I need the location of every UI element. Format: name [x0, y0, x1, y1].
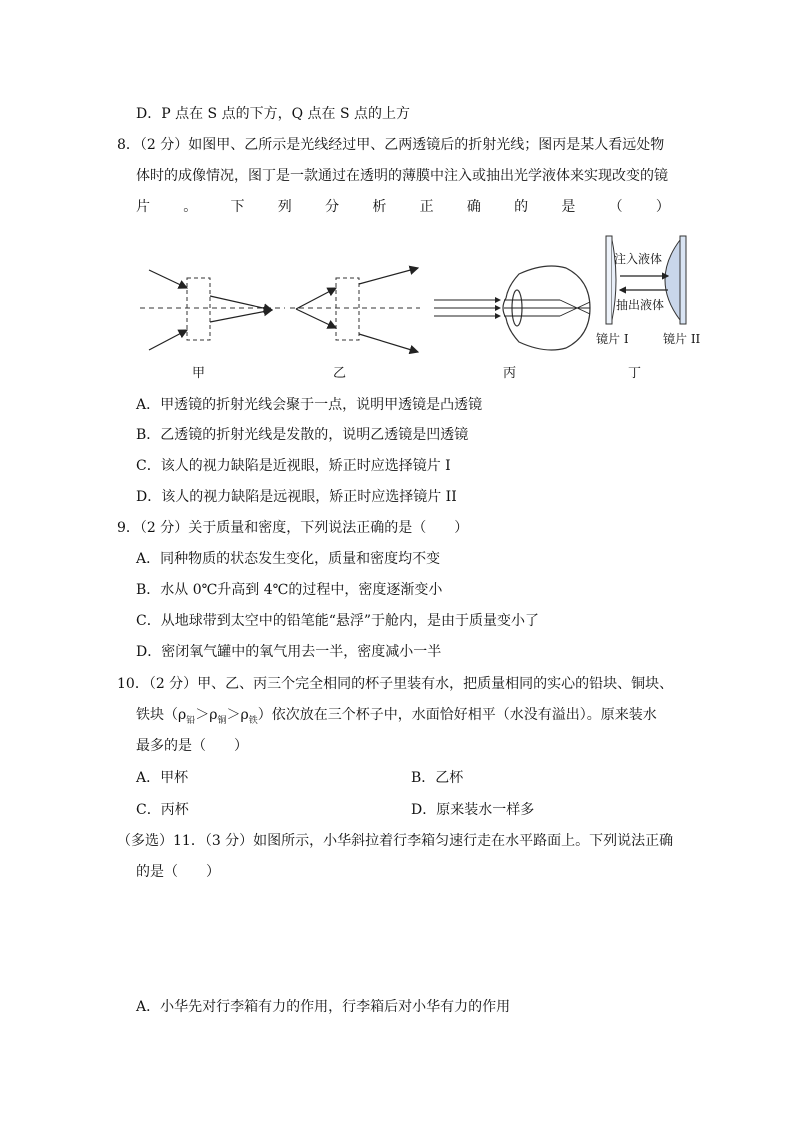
- figure-label-yi: 乙: [333, 366, 347, 381]
- q8-token: 列: [277, 199, 292, 215]
- incident-ray: [149, 330, 187, 350]
- q10-text: ）依次放在三个杯子中，水面恰好相平（水没有溢出）。原来装水: [257, 707, 657, 723]
- q11-stem-line2: 的是（ ）: [136, 864, 220, 880]
- q9-option-b: B．水从 0℃升高到 4℃的过程中，密度逐渐变小: [136, 582, 443, 598]
- q8-token: 片: [136, 199, 150, 215]
- q8-option-d: D．该人的视力缺陷是远视眼，矫正时应选择镜片 II: [136, 489, 457, 505]
- q9-option-a: A．同种物质的状态发生变化，质量和密度均不变: [136, 551, 441, 567]
- subscript-copper: 铜: [217, 715, 227, 726]
- q10-text: 铁块（ρ: [136, 707, 187, 723]
- figure-bing-eye: [434, 266, 590, 350]
- q8-option-a: A．甲透镜的折射光线会聚于一点，说明甲透镜是凸透镜: [136, 397, 483, 413]
- q9-option-c: C．从地球带到太空中的铅笔能“悬浮”于舱内，是由于质量变小了: [136, 613, 540, 629]
- q9-stem: 9．（2 分）关于质量和密度，下列说法正确的是（ ）: [117, 520, 469, 536]
- q10-stem-line2: [136, 705, 657, 731]
- q8-token: 。: [183, 199, 198, 215]
- incident-ray: [296, 288, 336, 309]
- subscript-iron: 铁: [248, 715, 258, 726]
- figure-jia: [140, 270, 285, 350]
- q9-option-d: D．密闭氧气罐中的氧气用去一半，密度减小一半: [136, 644, 442, 660]
- q10-stem-line3: 最多的是（ ）: [136, 738, 248, 754]
- lens-box-jia: [187, 278, 210, 340]
- q8-option-c: C．该人的视力缺陷是近视眼，矫正时应选择镜片 I: [136, 458, 451, 474]
- q7-option-d: D．P 点在 S 点的下方，Q 点在 S 点的上方: [136, 106, 411, 122]
- lens-one-frame: [606, 236, 612, 324]
- q8-stem-line1: 8．（2 分）如图甲、乙所示是光线经过甲、乙两透镜后的折射光线；图丙是某人看远处物: [117, 137, 665, 153]
- extract-liquid-label: 抽出液体: [616, 298, 665, 312]
- q10-option-c: C．丙杯: [136, 802, 189, 818]
- inject-liquid-label: 注入液体: [614, 252, 663, 266]
- figure-label-bing: 丙: [503, 366, 517, 381]
- q10-option-b: B．乙杯: [411, 770, 464, 786]
- q8-token: 确: [466, 199, 481, 215]
- q8-token: 正: [419, 199, 434, 215]
- lens-two-frame: [680, 236, 686, 324]
- q8-stem-line2: 体时的成像情况，图丁是一款通过在透明的薄膜中注入或抽出光学液体来实现改变的镜: [136, 168, 668, 184]
- internal-ray: [560, 300, 590, 314]
- refracted-ray: [359, 268, 418, 284]
- q10-option-a: A．甲杯: [136, 770, 189, 786]
- q8-token: （: [608, 199, 623, 215]
- q8-token: 分: [325, 199, 340, 215]
- incident-ray: [296, 309, 336, 328]
- subscript-lead: 铅: [186, 715, 196, 726]
- refracted-ray: [210, 310, 272, 322]
- q11-option-a: A．小华先对行李箱有力的作用，行李箱后对小华有力的作用: [136, 999, 511, 1015]
- incident-ray: [149, 270, 187, 288]
- refracted-ray: [359, 334, 418, 352]
- lens-two-bulge: [665, 240, 680, 320]
- q10-stem-line1: 10．（2 分）甲、乙、丙三个完全相同的杯子里装有水，把质量相同的实心的铅块、铜块、: [117, 676, 674, 692]
- lens-one-label: 镜片 I: [596, 332, 629, 346]
- q10-option-d: D．原来装水一样多: [411, 802, 535, 818]
- q8-token: ）: [655, 199, 670, 215]
- internal-ray: [560, 302, 590, 316]
- lens-two-label: 镜片 II: [663, 332, 701, 346]
- figure-label-ding: 丁: [628, 366, 642, 381]
- q8-token: 是: [561, 199, 576, 215]
- q8-token: 析: [372, 199, 387, 215]
- figure-label-jia: 甲: [192, 366, 206, 381]
- q8-token: 下: [230, 199, 245, 215]
- q10-text: ＞ρ: [226, 707, 249, 723]
- q10-text: ＞ρ: [195, 707, 218, 723]
- q8-option-b: B．乙透镜的折射光线是发散的，说明乙透镜是凹透镜: [136, 427, 469, 443]
- q8-token: 的: [514, 199, 529, 215]
- lens-box-yi: [336, 278, 359, 340]
- figure-yi: [290, 268, 420, 352]
- q11-stem-line1: （多选）11．（3 分）如图所示，小华斜拉着行李箱匀速行走在水平路面上。下列说法正确: [117, 833, 674, 849]
